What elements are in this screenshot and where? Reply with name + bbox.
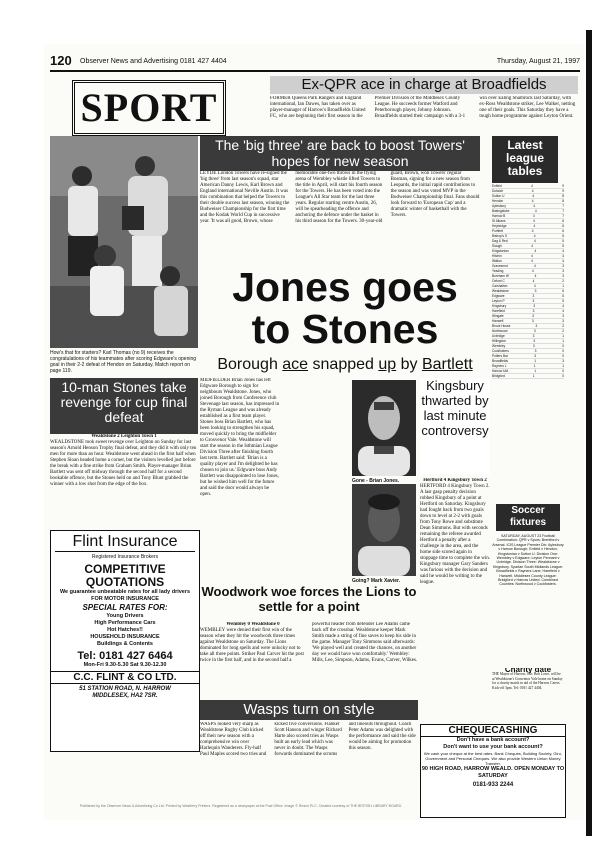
- league-team: Yeading: [492, 269, 504, 273]
- tenman-body: WEALDSTONE took sweet revenge over Leighton on Sunday for last season's Arnold Henson Trophy final defeat, and they did it with only ten men for more than an hour. Wealdstone went ahead in the first half when Stephen Sloan headed home a corner, but the visitors levelled just before the break with a fine strike from Graham Smith. Player-manager Brian Bartlett was sent off midway through the second half for a second bookable offence, but the Stones held on and Tony Blunt grabbed the winner with a low shot from the edge of the box.: [50, 440, 197, 487]
- league-played: 4: [533, 234, 536, 238]
- tenman-score: Wealdstone 2 Leighton Town 1: [91, 434, 157, 439]
- league-played: 4: [532, 194, 535, 198]
- league-points: 0: [562, 374, 564, 378]
- charity-body: THE Mayor of Harrow, Cllr. Bob Lowe, will be at Wealdstone's Grosvenor Vale home on Sunday for a charity match in aid of the Harrow Carers. Kick-off 3pm. Tel: 0181 427 4404.: [492, 672, 563, 690]
- kingsbury-score: Hertford 4 Kingsbury Town 2: [423, 478, 487, 483]
- league-played: 4: [532, 279, 535, 283]
- league-team: Broadfields: [492, 359, 508, 363]
- folio-line: [50, 53, 580, 72]
- league-points: 1: [562, 284, 564, 288]
- cheque-phone: 0181-933 2244: [472, 782, 514, 788]
- mark-xavier-photo: [352, 484, 416, 576]
- woodwork-headline: Woodwork woe forces the Lions to settle for a point: [201, 584, 417, 614]
- league-played: 4: [534, 239, 536, 243]
- league-team: Aylesbury: [492, 204, 506, 208]
- flint-address-2: MIDDLESEX, HA2 7SR.: [92, 693, 158, 699]
- league-team: Slough: [492, 244, 502, 248]
- league-points: 5: [562, 299, 564, 303]
- league-team: Hillingdon: [492, 339, 506, 343]
- qpr-headline: Ex-QPR ace in charge at Broadfields: [270, 76, 578, 94]
- league-points: 8: [562, 199, 564, 203]
- wasps-headline: Wasps turn on style: [200, 700, 418, 720]
- league-team: Bishop's S: [492, 234, 507, 238]
- flint-line2: FOR MOTOR INSURANCE: [91, 596, 159, 602]
- league-points: 5: [562, 234, 564, 238]
- flint-address-1: 51 STATION ROAD, N. HARROW: [79, 686, 171, 692]
- paper-name: Observer News and Advertising 0181 427 4404: [80, 58, 227, 65]
- flint-phone: Tel: 0181 427 6464: [77, 650, 173, 662]
- league-team: Leyton P: [492, 299, 505, 303]
- wasps-article: WASPS looked very sharp as Wealdstone Rugby Club kicked off their new season with a comprehensive win over Harlequin Wanderers. Fly-half Paul Maples scored two tries and kicked five conversions. Flanker Scott Hanson and winger Richard Harte also scored tries as Wasps built an early lead which was never in doubt. The Wasps forwards dominated the scrums and lineouts throughout. Coach Peter Adams was delighted with the performance and said the side would be aiming for promotion this season.: [200, 722, 416, 757]
- kingsbury-article: [420, 478, 490, 728]
- main-subheadline: [200, 356, 490, 374]
- charity-title: Charity date: [504, 668, 552, 674]
- league-points: 1: [562, 364, 564, 368]
- league-played: 3: [532, 294, 535, 298]
- league-team: Wingate: [492, 314, 504, 318]
- flint-company: C.C. FLINT & CO LTD.: [51, 671, 199, 684]
- page-margin: [0, 0, 44, 842]
- league-points: 3: [562, 264, 564, 268]
- league-team: Dulwich: [492, 189, 504, 193]
- sub-ace: ace: [282, 356, 309, 373]
- league-points: 0: [562, 369, 564, 373]
- league-points: 7: [562, 214, 564, 218]
- league-team: Gravesend: [492, 264, 508, 268]
- league-team: Harrow B: [492, 214, 506, 218]
- rugby-photo: [50, 136, 198, 348]
- flint-item-2: High Performance Cars: [94, 620, 156, 626]
- league-team: Oxford C: [492, 279, 505, 283]
- league-points: 9: [562, 189, 564, 193]
- league-team: Harrow Utd: [492, 369, 509, 373]
- league-points: 6: [562, 224, 564, 228]
- league-team: Cockfosters: [492, 349, 509, 353]
- league-played: 3: [532, 344, 535, 348]
- cheque-q2: Don't want to use your bank account?: [443, 744, 543, 750]
- league-points: 0: [562, 354, 564, 358]
- league-points: 4: [562, 254, 564, 258]
- flint-brand: Flint Insurance: [55, 533, 195, 552]
- league-played: 3: [534, 349, 537, 353]
- league-played: 4: [531, 199, 534, 203]
- league-points: 6: [562, 229, 564, 233]
- league-team: Kingstonian: [492, 249, 509, 253]
- league-played: 1: [532, 374, 535, 378]
- league-played: 4: [533, 284, 536, 288]
- league-points: 6: [562, 289, 564, 293]
- league-points: 7: [562, 209, 564, 213]
- footer-credits: Published by the Observer News & Advertising Co Ltd. Printed by Westferry Printers. Registered as a newspaper at the Post Office. Image © Reach PLC. Created courtesy of THE BRITISH LIBRARY BOARD.: [80, 804, 403, 808]
- league-played: 3: [533, 339, 535, 343]
- league-points: 3: [562, 359, 564, 363]
- league-played: 4: [531, 244, 533, 248]
- league-played: 4: [533, 224, 536, 228]
- leyton-article: LEYDE London Towers have re-signed the 'big three' from last season's squad, star American Danny Lewis, Karl Brown and England international Neville Austin. It was this combination that helped the Towers to their double success last season, winning the Budweiser Championship for the first time and the Kodak World Cup in successive year. 'It was all good, Brown, whose memorable one-two throws in the flying arena of Wembley whistle lifted Towers to the title in April, will start his fourth season for the Towers. He has been voted into the League's All Star team for the last three years. Regular starting centre Austin, 26, will be spearheading the offence and anchoring the defence under the basket in his third season for the Towers. 30-year-old guard, Brown, won Towers' regular Bosman, signing for a new season from Leopards, the initial rapid contributions to the season and was voted MVP in the Budweiser Championship final. Fans should look forward to 'European Cup' and a dramatic winter of basketball with the Towers.: [200, 171, 480, 224]
- league-played: 4: [532, 214, 535, 218]
- league-team: Sutton U: [492, 194, 505, 198]
- cheque-title: CHEQUECASHING: [421, 725, 565, 737]
- league-points: 5: [562, 244, 564, 248]
- league-played: 3: [533, 304, 536, 308]
- league-played: 4: [534, 249, 537, 253]
- league-team: Enfield: [492, 184, 502, 188]
- league-points: 1: [562, 334, 564, 338]
- league-points: 2: [562, 329, 564, 333]
- cheque-q1: Don't have a bank account?: [456, 737, 530, 743]
- league-tables: [492, 184, 564, 500]
- league-team: Bridgford: [492, 374, 505, 378]
- league-team: Uxbridge: [492, 334, 505, 338]
- section-title: SPORT: [72, 80, 226, 136]
- league-team: Potters Bar: [492, 354, 508, 358]
- charity-box: [492, 668, 564, 718]
- cheque-address: 90 HIGH ROAD, HARROW WEALD. OPEN MONDAY TO SATURDAY: [421, 766, 565, 779]
- league-points: 4: [562, 259, 564, 263]
- league-team: Brook House: [492, 324, 511, 328]
- league-team: Hanwell: [492, 319, 504, 323]
- league-points: 7: [562, 204, 564, 208]
- league-team: Wembley: [492, 344, 506, 348]
- league-points: 3: [562, 319, 564, 323]
- jones-article: MIDFIELDER Brian Jones has left Edgware Borough to sign for neighbours Wealdstone. Jones, who joined Borough from Conference club Stevenage last season, has impressed in the Ryman League and was already established as a first team player. Stones boss Brian Bartlett, who has been looking to strengthen his squad, moved quickly to bring the midfielder to Grosvenor Vale. Wealdstone will start the season in the Isthmian League Division Three after finishing fourth last term. Bartlett said: 'Brian is a quality player and I'm delighted he has chosen to join us.' Edgware boss Andy Bartlett was disappointed to lose Jones, but he wished him well for the future and said the door would always be open.: [200, 378, 280, 497]
- league-team: Boreham W: [492, 274, 509, 278]
- mark-xavier-caption: Going? Mark Xavier.: [352, 578, 401, 584]
- flint-competitive: COMPETITIVE QUOTATIONS: [84, 562, 166, 589]
- league-team: Heybridge: [492, 224, 507, 228]
- woodwork-score: Wembley 0 Wealdstone 0: [226, 622, 280, 627]
- league-played: 4: [531, 269, 534, 273]
- flint-line1: We guarantee unbeatable rates for all lady drivers: [59, 589, 191, 595]
- issue-date: Thursday, August 21, 1997: [496, 58, 580, 65]
- league-team: Edgware: [492, 294, 505, 298]
- league-played: 3: [531, 319, 534, 323]
- league-played: 3: [532, 334, 535, 338]
- main-headline: [200, 266, 490, 350]
- league-played: 4: [534, 274, 537, 278]
- league-points: 2: [562, 324, 564, 328]
- league-team: Walton: [492, 259, 502, 263]
- page-edge-shadow: [586, 30, 592, 836]
- league-played: 3: [532, 309, 535, 313]
- league-played: 3: [535, 324, 538, 328]
- league-played: 3: [534, 354, 536, 358]
- flint-buildings: Buildings & Contents: [97, 641, 153, 647]
- cheque-body: We cash your cheque at the best rates. Bank Cheques, Building Society, Giro, Government and Personal Cheques. We also provide Western Union Money Transfer.: [423, 751, 563, 766]
- league-tables-title: Latest league tables: [492, 136, 558, 183]
- photo-caption: How's that for starters? Karl Thomas (no 9) receives the congratulations of his teammates after scoring Edgware's opening goal in their 2-2 defeat of Hendon on Saturday. Match report on page 119.: [50, 350, 197, 374]
- leyton-headline: The 'big three' are back to boost Towers' hopes for new season: [200, 136, 480, 171]
- league-team: Harefield: [492, 309, 505, 313]
- league-points: 3: [562, 269, 564, 273]
- league-team: Wealdstone: [492, 289, 509, 293]
- flint-item-1: Young Drivers: [106, 613, 144, 619]
- kingsbury-body: HERTFORD 4 Kingsbury Town 2. A last gasp penalty decision robbed Kingsbury of a point at Hertford on Saturday. Kingsbury had fought back from two goals down to level at 2-2 with goals from Tony Rowe and substitute Dean Simmons. But with seconds remaining the referee awarded Hertford a penalty after a challenge in the area, and the home side scored again in stoppage time to complete the win. Kingsbury manager Gary Sanders was furious with the decision and said he would be writing to the league.: [420, 484, 490, 585]
- league-team: Basingstoke: [492, 209, 510, 213]
- brian-jones-photo: [352, 380, 416, 476]
- league-points: 4: [562, 249, 564, 253]
- league-team: Rayners L: [492, 364, 507, 368]
- league-team: Hitchin: [492, 254, 502, 258]
- league-played: 4: [532, 219, 535, 223]
- league-played: 1: [534, 369, 537, 373]
- woodwork-body: WEMBLEY were denied their first win of the season when they hit the woodwork three times against Wealdstone on Saturday. The Lions dominated for long spells and were unlucky not to take all three points. Striker Paul Carver hit the post twice in the first half, and in the second half a powerful header from defender Lee Adams came back off the crossbar. Wealdstone keeper Mark Smith made a string of fine saves to keep his side in the game. Manager Tony Simmons said afterwards: 'We played well and created the chances, on another day we would have won comfortably.' Wembley: Mills, Lee, Simpson, Adams, Evans, Carver, Wilkes.: [200, 622, 418, 663]
- tenman-article: [50, 434, 198, 528]
- league-played: 4: [531, 184, 533, 188]
- page-number: 120: [50, 53, 72, 68]
- flint-registered: Registered Insurance Brokers: [91, 554, 159, 560]
- main-headline-line1: Jones goes: [232, 264, 458, 310]
- fixtures-title: Soccer fixtures: [496, 504, 560, 531]
- league-team: Kingsbury: [492, 304, 507, 308]
- sub-up: up: [378, 356, 397, 373]
- league-points: 9: [562, 184, 564, 188]
- league-points: 3: [562, 314, 564, 318]
- fixtures-list: SATURDAY, AUGUST 23 Football Combination: QPR v Spurs; Brentford v Arsenal. ICIS League Premier Div: Aylesbury v Harrow Borough; Enfield v Hendon; Kingstonian v Sutton U. Division One: Wembley v Edgware; Leyton Pennant v Uxbridge. Division Three: Wealdstone v Kingsbury. Spartan South Midlands League: Broadfields v Rayners Lane; Harefield v Hanwell. Middlesex County League: Bridgford v Harrow United. Combined Counties: Northwood v Cockfosters.: [492, 534, 564, 587]
- league-team: Dag & Red: [492, 239, 508, 243]
- league-played: 4: [531, 259, 533, 263]
- kingsbury-headline: Kingsbury thwarted by last minute controversy: [420, 378, 490, 474]
- league-played: 4: [531, 254, 533, 258]
- league-team: St Albans: [492, 219, 506, 223]
- league-played: 3: [533, 329, 536, 333]
- league-played: 3: [532, 299, 535, 303]
- league-played: 3: [532, 314, 534, 318]
- league-played: 3: [534, 289, 537, 293]
- main-headline-line2: to Stones: [251, 306, 439, 352]
- league-team: Carshalton: [492, 284, 508, 288]
- league-points: 0: [562, 349, 564, 353]
- league-played: 1: [533, 364, 536, 368]
- flint-special: SPECIAL RATES FOR:: [82, 603, 168, 612]
- flint-household: HOUSEHOLD INSURANCE: [90, 634, 160, 640]
- league-points: 1: [562, 339, 564, 343]
- flint-hours: Mon-Fri 9.30-5.30 Sat 9.30-12.30: [83, 662, 167, 668]
- league-points: 3: [562, 274, 564, 278]
- league-team: Hendon: [492, 199, 504, 203]
- flint-insurance-ad: [50, 530, 200, 752]
- sub-borough: Borough: [217, 356, 283, 373]
- sub-by: by: [396, 356, 422, 373]
- league-row: [492, 374, 564, 379]
- league-points: 8: [562, 194, 564, 198]
- league-played: 4: [531, 189, 534, 193]
- tenman-headline: 10-man Stones take revenge for cup final defeat: [50, 378, 198, 434]
- qpr-article: FORMER Queens Park Rangers and England international, Ian Dawes, has taken over as player-manager of Harrow's Broadfields United FC, who are beginning their first season in the Premier Division of the Middlesex County League. He succeeds former Watford and Peterborough player, Johnny Johnson. Broadfields started their campaign with a 3-1 win over Ealing Shamrock last Saturday, with ex-Ross Wealdstone striker, Lee Walker, netting one of their goals. This Saturday they have a tough home programme against Leyton Orient.: [270, 96, 576, 119]
- league-points: 6: [562, 219, 564, 223]
- league-played: 1: [534, 359, 536, 363]
- league-team: Northwood: [492, 329, 508, 333]
- flint-item-3: Hot Hatches!!: [107, 627, 143, 633]
- league-points: 5: [562, 239, 564, 243]
- sub-bartlett: Bartlett: [421, 356, 473, 373]
- league-points: 0: [562, 344, 564, 348]
- brian-jones-caption: Gone - Brian Jones.: [352, 478, 400, 484]
- league-team: Purfleet: [492, 229, 503, 233]
- sub-snapped: snapped: [308, 356, 379, 373]
- league-points: 4: [562, 309, 564, 313]
- league-played: 4: [534, 264, 536, 268]
- woodwork-article: [200, 622, 418, 696]
- league-points: 4: [562, 304, 564, 308]
- league-points: 6: [562, 294, 564, 298]
- league-points: 2: [562, 279, 564, 283]
- league-played: 4: [534, 209, 537, 213]
- league-played: 4: [531, 229, 534, 233]
- league-played: 4: [533, 204, 535, 208]
